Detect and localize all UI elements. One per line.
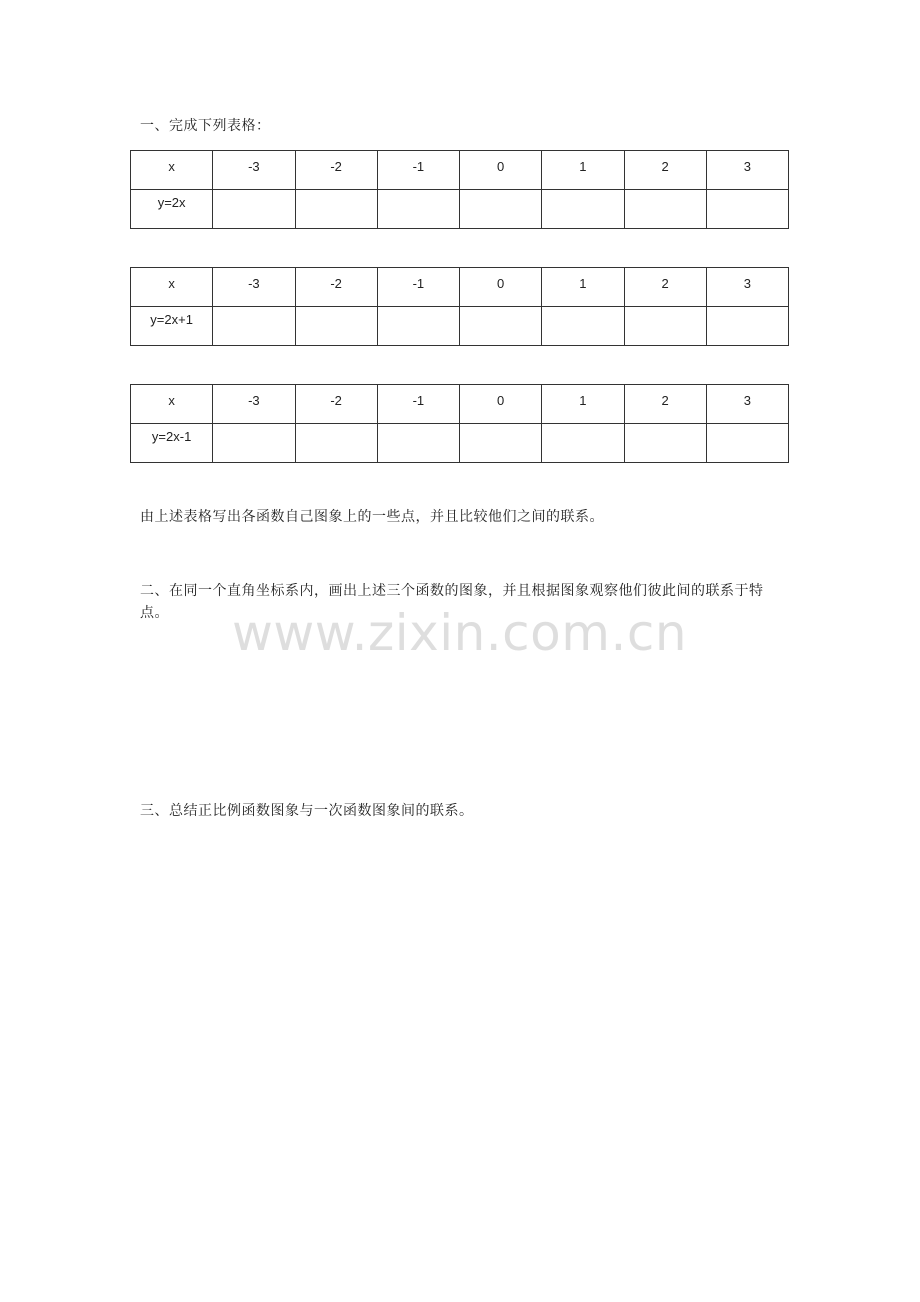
function-label-cell: y=2x+1	[131, 307, 213, 346]
answer-cell[interactable]	[377, 307, 459, 346]
header-cell: -2	[295, 268, 377, 307]
table-value-row	[131, 424, 789, 463]
answer-cell[interactable]	[213, 190, 295, 229]
table-header-row	[131, 385, 789, 424]
answer-cell[interactable]	[460, 424, 542, 463]
header-cell: -2	[295, 151, 377, 190]
header-cell: -1	[377, 385, 459, 424]
function-label-cell: y=2x-1	[131, 424, 213, 463]
answer-cell[interactable]	[460, 190, 542, 229]
header-cell: -3	[213, 151, 295, 190]
header-cell: -2	[295, 385, 377, 424]
section2-text: 二、在同一个直角坐标系内，画出上述三个函数的图象，并且根据图象观察他们彼此间的联系于特点。	[140, 583, 764, 621]
table-header-row	[131, 268, 789, 307]
answer-cell[interactable]	[542, 307, 624, 346]
header-cell: 0	[460, 385, 542, 424]
header-cell: 0	[460, 268, 542, 307]
answer-cell[interactable]	[213, 424, 295, 463]
header-cell: 1	[542, 268, 624, 307]
value-table-1	[130, 150, 789, 229]
header-cell: -3	[213, 268, 295, 307]
header-cell: x	[131, 385, 213, 424]
header-cell: 2	[624, 385, 706, 424]
header-cell: 2	[624, 151, 706, 190]
header-cell: 3	[706, 268, 788, 307]
header-cell: -1	[377, 268, 459, 307]
answer-cell[interactable]	[706, 424, 788, 463]
answer-cell[interactable]	[706, 307, 788, 346]
table-value-row	[131, 190, 789, 229]
header-cell: 1	[542, 385, 624, 424]
answer-cell[interactable]	[377, 190, 459, 229]
answer-cell[interactable]	[295, 190, 377, 229]
section1-instruction: 由上述表格写出各函数自己图象上的一些点，并且比较他们之间的联系。	[140, 509, 604, 525]
header-cell: 3	[706, 385, 788, 424]
header-cell: 1	[542, 151, 624, 190]
answer-cell[interactable]	[624, 190, 706, 229]
header-cell: 2	[624, 268, 706, 307]
answer-cell[interactable]	[377, 424, 459, 463]
function-label-cell: y=2x	[131, 190, 213, 229]
header-cell: 0	[460, 151, 542, 190]
answer-cell[interactable]	[542, 190, 624, 229]
answer-cell[interactable]	[542, 424, 624, 463]
watermark: www.zixin.com.cn	[232, 604, 688, 662]
answer-cell[interactable]	[295, 424, 377, 463]
section3-text: 三、总结正比例函数图象与一次函数图象间的联系。	[140, 803, 474, 819]
value-table-2	[130, 267, 789, 346]
header-cell: -3	[213, 385, 295, 424]
value-table-3	[130, 384, 789, 463]
header-cell: x	[131, 151, 213, 190]
header-cell: -1	[377, 151, 459, 190]
section1-heading: 一、完成下列表格：	[140, 118, 271, 134]
answer-cell[interactable]	[213, 307, 295, 346]
answer-cell[interactable]	[706, 190, 788, 229]
answer-cell[interactable]	[295, 307, 377, 346]
answer-cell[interactable]	[460, 307, 542, 346]
table-header-row	[131, 151, 789, 190]
table-value-row	[131, 307, 789, 346]
header-cell: x	[131, 268, 213, 307]
answer-cell[interactable]	[624, 307, 706, 346]
header-cell: 3	[706, 151, 788, 190]
answer-cell[interactable]	[624, 424, 706, 463]
